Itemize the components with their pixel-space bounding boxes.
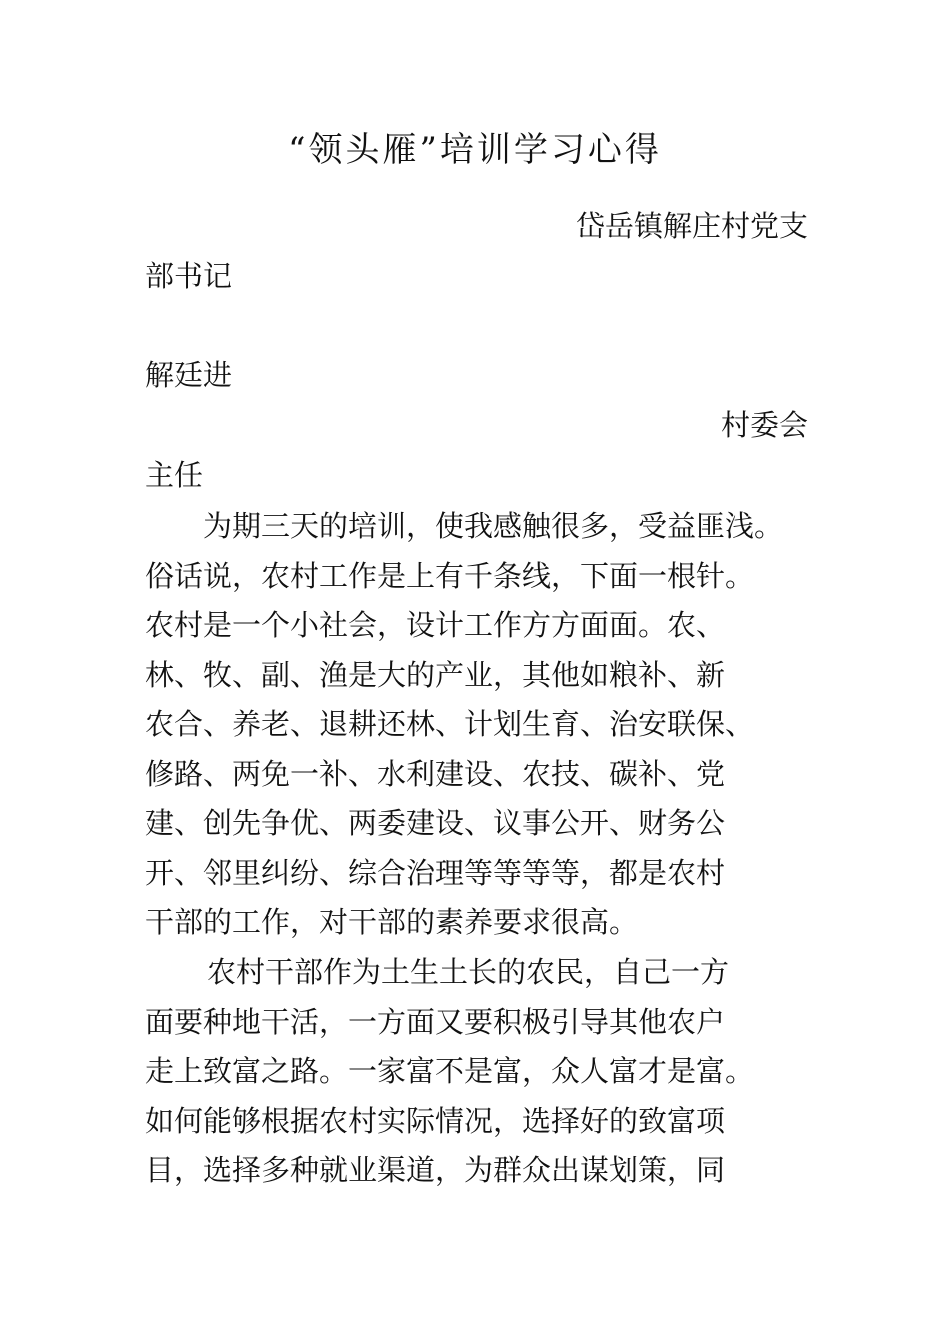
- document-title: “领头雁”培训学习心得: [288, 130, 662, 170]
- paragraph-line: 林、牧、副、渔是大的产业，其他如粮补、新: [145, 657, 726, 692]
- paragraph-line: 俗话说，农村工作是上有千条线，下面一根针。: [145, 558, 755, 593]
- paragraph-line: 修路、两免一补、水利建设、农技、碳补、党: [145, 756, 726, 791]
- paragraph-line: 开、邻里纠纷、综合治理等等等等，都是农村: [145, 855, 726, 890]
- author-organization-line2: 部书记: [145, 259, 233, 293]
- paragraph-line: 如何能够根据农村实际情况，选择好的致富项: [145, 1103, 726, 1138]
- paragraph-2: [145, 948, 835, 1196]
- paragraph-line: 为期三天的培训，使我感触很多，受益匪浅。: [203, 509, 784, 543]
- author-organization-line1: 岱岳镇解庄村党支: [575, 209, 808, 243]
- author-name: 解廷进: [145, 358, 233, 392]
- author-role-line1: 村委会: [720, 408, 808, 442]
- paragraph-1: [145, 502, 835, 948]
- paragraph-line: 农村是一个小社会，设计工作方方面面。农、: [145, 608, 726, 642]
- paragraph-line: 目，选择多种就业渠道，为群众出谋划策，同: [145, 1153, 726, 1187]
- paragraph-line: 建、创先争优、两委建设、议事公开、财务公: [145, 806, 726, 840]
- paragraph-line: 农村干部作为土生土长的农民，自己一方: [207, 955, 730, 989]
- author-role-line2: 主任: [145, 458, 204, 492]
- paragraph-line: 走上致富之路。一家富不是富，众人富才是富。: [145, 1054, 755, 1088]
- paragraph-line: 农合、养老、退耕还林、计划生育、治安联保、: [145, 707, 755, 741]
- paragraph-line: 面要种地干活，一方面又要积极引导其他农户: [145, 1004, 726, 1039]
- paragraph-line: 干部的工作，对干部的素养要求很高。: [145, 905, 639, 939]
